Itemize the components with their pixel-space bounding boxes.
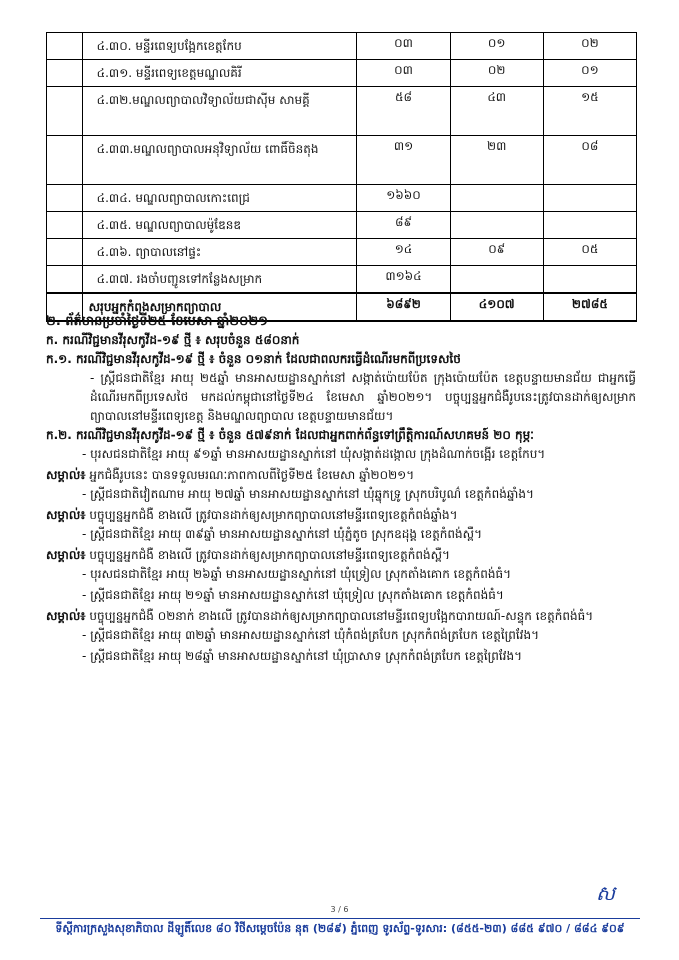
table-cell-blank xyxy=(47,87,83,136)
treatment-summary-table xyxy=(46,32,637,322)
table-cell-value xyxy=(450,266,543,294)
case-note xyxy=(46,546,636,565)
table-cell-value xyxy=(543,266,636,294)
table-cell-blank xyxy=(47,185,83,212)
table-cell-blank xyxy=(47,266,83,294)
table-cell-blank xyxy=(47,60,83,87)
note-text: បច្ចុប្បន្នអ្នកជំងឺ ០២នាក់ ខាងលើ ត្រូវបានដាក់ឲ្យសម្រាកព្យាបាលនៅមន្ទីរពេទ្យបង្អែកបារាយណ៍-សន្ទុក ខេត្តកំពង់ធំ។ xyxy=(85,609,594,623)
case-item: - ស្ត្រីជនជាតិខ្មែរ អាយុ ២៨ឆ្នាំ មានអាសយដ្ឋានស្នាក់នៅ ឃុំប្រាសាទ ស្រុកកំពង់ត្របែក ខេត្តព្រៃវែង។ xyxy=(82,649,523,663)
case-item: - ស្ត្រីជនជាតិវៀតណាម អាយុ ២៧ឆ្នាំ មានអាសយដ្ឋានស្នាក់នៅ ឃុំឆ្នុកទ្រូ ស្រុកបរិបូណ៌ ខេត្តកំពង់ឆ្នាំង។ xyxy=(82,487,534,501)
table-cell-blank xyxy=(47,33,83,60)
table-row xyxy=(47,212,637,239)
table-cell-value: ៥៨ xyxy=(357,87,450,136)
table-total-value: ៦៨៩២ xyxy=(357,293,450,321)
table-cell-facility: ៤.៣៧. រងចាំបញ្ជូនទៅកន្លែងសម្រាក xyxy=(82,266,357,294)
subsection-heading-a: ក. ករណីវិជ្ជមានវីរុសកូវីដ-១៩ ថ្មី ៖ សរុបចំនួន ៥៨០នាក់ xyxy=(46,333,300,347)
table-cell-value: ០១ xyxy=(543,60,636,87)
case-item: - ស្ត្រីជនជាតិខ្មែរ អាយុ ៣២ឆ្នាំ មានអាសយដ្ឋានស្នាក់នៅ ឃុំកំពង់ត្របែក ស្រុកកំពង់ត្របែក ខេត្តព្រៃវែង។ xyxy=(82,628,540,642)
table-cell-blank xyxy=(47,136,83,185)
table-cell-value: ១៤ xyxy=(357,239,450,266)
table-cell-value: ០៣ xyxy=(357,60,450,87)
table-cell-value xyxy=(543,185,636,212)
case-item: - ស្ត្រីជនជាតិខ្មែរ អាយុ ២១ឆ្នាំ មានអាសយដ្ឋានស្នាក់នៅ ឃុំទ្រៀល ស្រុកតាំងគោក ខេត្តកំពង់ធំ។ xyxy=(82,588,504,602)
note-text: បច្ចុប្បន្នអ្នកជំងឺ ខាងលើ ត្រូវបានដាក់ឲ្យសម្រាកព្យាបាលនៅមន្ទីរពេទ្យខេត្តកំពង់ឆ្នាំង។ xyxy=(85,508,458,522)
table-cell-value: ២៣ xyxy=(450,136,543,185)
table-cell-value: ០៩ xyxy=(450,239,543,266)
table-cell-value: ០៥ xyxy=(543,239,636,266)
case-list xyxy=(46,445,636,666)
table-cell-value: ៣១៦៤ xyxy=(357,266,450,294)
table-cell-value xyxy=(543,212,636,239)
table-cell-value: ០២ xyxy=(450,60,543,87)
table-total-value: ២៧៨៥ xyxy=(543,293,636,321)
table-cell-facility: ៤.៣០. មន្ទីរពេទ្យបង្អែកខេត្តកែប xyxy=(82,33,357,60)
table-cell-facility: ៤.៣១. មន្ទីរពេទ្យខេត្តមណ្ឌលគិរី xyxy=(82,60,357,87)
table-cell-value: ៨៩ xyxy=(357,212,450,239)
note-label: សម្គាល់៖ xyxy=(46,609,86,623)
table-total-value: ៤១០៧ xyxy=(450,293,543,321)
table-cell-value: ៣១ xyxy=(357,136,450,185)
footer-address: ទីស្តីការក្រសួងសុខាភិបាល ដីឡូតិ៍លេខ ៨០ វិថីសម្តេចប៉ែន នុត (២៨៩) ភ្នំពេញ ទូរស័ព្ទ-ទូរសារ: (៨៥៥-២៣) ៨៨៥ ៩៧០ / ៨៨៤ ៩០៩ xyxy=(55,922,625,935)
case-item: - បុរសជនជាតិខ្មែរ អាយុ ៩១ឆ្នាំ មានអាសយដ្ឋានស្នាក់នៅ ឃុំសង្កាត់ដង្កោល ក្រុងដំណាក់ចង្អើរ ខេត្តកែប។ xyxy=(82,447,546,461)
table-row xyxy=(47,239,637,266)
subsection-heading-a2: ក.២. ករណីវិជ្ជមានវីរុសកូវីដ-១៩ ថ្មី ៖ ចំនួន ៥៧៩នាក់ ដែលជាអ្នកពាក់ព័ន្ធទៅព្រឹត្តិការណ៍សហគមន៍ ២០ កុម្ភៈ xyxy=(46,428,534,442)
table-cell-value: ៤៣ xyxy=(450,87,543,136)
table-cell-value: ០៨ xyxy=(543,136,636,185)
table-cell-facility: ៤.៣២.មណ្ឌលព្យាបាលវិទ្យាល័យជាស៊ីម សាមគ្គី xyxy=(82,87,357,136)
subsection-heading-a1: ក.១. ករណីវិជ្ជមានវីរុសកូវីដ-១៩ ថ្មី ៖ ចំនួន ០១នាក់ ដែលជាពលករធ្វើដំណើរមកពីប្រទេសថៃ xyxy=(46,352,461,366)
table-cell-facility: ៤.៣៥. មណ្ឌលព្យាបាលម៉ូឌែនឌ xyxy=(82,212,357,239)
table-cell-facility: ៤.៣៤. មណ្ឌលព្យាបាលកោះពេជ្រ xyxy=(82,185,357,212)
case-paragraph: - ស្ត្រីជនជាតិខ្មែរ អាយុ ២៥ឆ្នាំ មានអាសយដ្ឋានស្នាក់នៅ សង្កាត់ប៉ោយប៉ែត ក្រុងប៉ោយប៉ែត ខេត្តបន្ទាយមានជ័យ ជាអ្នកធ្វើដំណើរមកពីប្រទេសថៃ មកដល់កម្ពុជានៅថ្ងៃទី២៤ ខែមេសា ឆ្នាំ២០២១។ បច្ចុប្បន្នអ្នកជំងឺរូបនេះត្រូវបានដាក់ឲ្យសម្រាកព្យាបាលនៅមន្ទីរពេទ្យខេត្ត និងមណ្ឌលព្យាបាល ខេត្តបន្ទាយមានជ័យ។ xyxy=(90,371,636,423)
table-cell-blank xyxy=(47,239,83,266)
table-row xyxy=(47,33,637,60)
case-note xyxy=(46,466,636,485)
note-label: សម្គាល់៖ xyxy=(46,508,86,522)
summary-table-container xyxy=(46,32,637,322)
note-label: សម្គាល់៖ xyxy=(46,548,86,562)
table-total-label: សរុបអ្នកកំពុងសម្រាកព្យាបាល xyxy=(82,293,357,321)
footer-divider xyxy=(40,918,640,919)
table-row xyxy=(47,60,637,87)
case-note xyxy=(46,607,636,626)
table-cell-facility: ៤.៣៣.មណ្ឌលព្យាបាលអនុវិទ្យាល័យ ពោធិ៍ចិនតុង xyxy=(82,136,357,185)
table-cell-value: ១៥ xyxy=(543,87,636,136)
case-item: - ស្ត្រីជនជាតិខ្មែរ អាយុ ៣៩ឆ្នាំ មានអាសយដ្ឋានស្នាក់នៅ ឃុំភ្នំតូច ស្រុកឧដុង្គ ខេត្តកំពង់ស្ពឺ។ xyxy=(82,527,482,541)
table-cell-facility: ៤.៣៦. ព្យាបាលនៅផ្ទះ xyxy=(82,239,357,266)
page-number: 3 / 6 xyxy=(330,905,349,914)
table-row xyxy=(47,136,637,185)
case-note xyxy=(46,506,636,525)
table-cell-value xyxy=(450,212,543,239)
table-cell-value: ០២ xyxy=(543,33,636,60)
note-label: សម្គាល់៖ xyxy=(46,468,86,482)
case-item: - បុរសជនជាតិខ្មែរ អាយុ ២៦ឆ្នាំ មានអាសយដ្ឋានស្នាក់នៅ ឃុំទ្រៀល ស្រុកតាំងគោក ខេត្តកំពង់ធំ។ xyxy=(82,567,512,581)
table-row xyxy=(47,87,637,136)
signature-mark: ស xyxy=(596,881,616,905)
table-cell-value: ០១ xyxy=(450,33,543,60)
table-cell-value: ១៦៦០ xyxy=(357,185,450,212)
table-cell-value xyxy=(450,185,543,212)
note-text: អ្នកជំងឺរូបនេះ បានទទួលមរណៈភាពកាលពីថ្ងៃទី២៥ ខែមេសា ឆ្នាំ២០២១។ xyxy=(85,468,415,482)
table-row xyxy=(47,266,637,294)
daily-report-section xyxy=(46,312,636,668)
note-text: បច្ចុប្បន្នអ្នកជំងឺ ខាងលើ ត្រូវបានដាក់ឲ្យសម្រាកព្យាបាលនៅមន្ទីរពេទ្យខេត្តកំពង់ស្ពឺ។ xyxy=(85,548,450,562)
table-cell-value: ០៣ xyxy=(357,33,450,60)
section-heading: ២. ព័ត៌មានប្រចាំថ្ងៃទី២៥ ខែមេសា ឆ្នាំ២០២១ xyxy=(46,314,269,329)
table-cell-blank xyxy=(47,212,83,239)
table-row xyxy=(47,185,637,212)
